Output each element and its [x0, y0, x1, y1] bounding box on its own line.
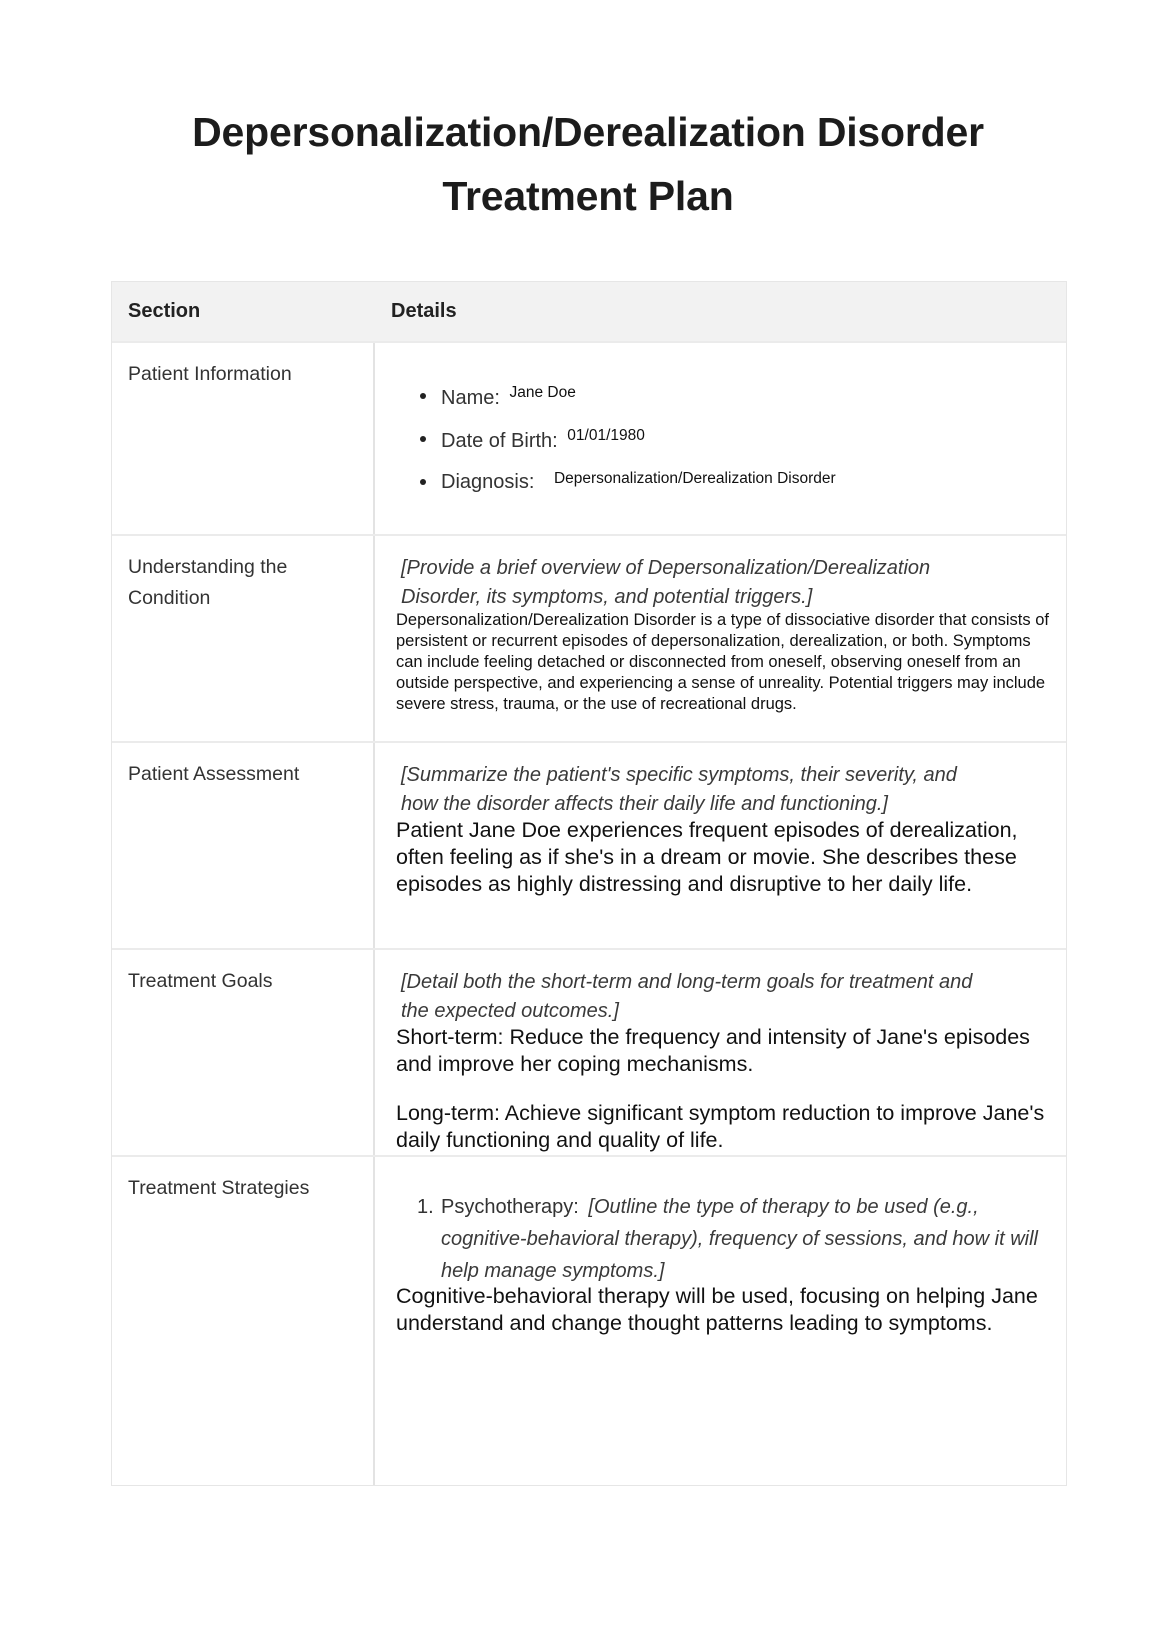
- strategy-item-psychotherapy: [417, 1191, 1050, 1287]
- prompt-line-2: how the disorder affects their daily life and functioning.]: [401, 793, 888, 815]
- dob-label: Date of Birth:: [441, 430, 558, 452]
- table-row-patient-information: [112, 341, 1066, 534]
- dob-value: 01/01/1980: [567, 427, 645, 444]
- details-cell: [375, 950, 1066, 1155]
- prompt-line-1: [Detail both the short-term and long-term goals for treatment and: [401, 971, 973, 993]
- answer-text: Patient Jane Doe experiences frequent episodes of derealization, often feeling as if she's in a dream or movie. She describes these episodes as highly distressing and disruptive to her daily life.: [396, 818, 1018, 896]
- patient-info-list: [391, 377, 1050, 506]
- treatment-plan-table: [111, 281, 1067, 1486]
- section-label: [112, 536, 375, 741]
- details-cell: [375, 343, 1066, 534]
- strategy-answer: Cognitive-behavioral therapy will be used, focusing on helping Jane understand and change thought patterns leading to symptoms.: [396, 1284, 1038, 1335]
- details-cell: [375, 536, 1066, 741]
- table-row-patient-assessment: [112, 741, 1066, 948]
- name-label: Name:: [441, 387, 500, 409]
- name-value: Jane Doe: [509, 384, 576, 401]
- strategy-number: 1.: [417, 1196, 434, 1218]
- list-item-diagnosis: [417, 463, 1050, 506]
- section-label: Treatment Strategies: [112, 1157, 375, 1485]
- details-cell: [375, 1157, 1066, 1485]
- table-row-treatment-strategies: [112, 1155, 1066, 1485]
- section-label: Patient Information: [112, 343, 375, 534]
- diagnosis-label: Diagnosis:: [441, 471, 535, 493]
- prompt-text: [391, 966, 1050, 1024]
- prompt-text: [391, 759, 1050, 817]
- list-item-dob: [417, 420, 1050, 463]
- section-label-line-1: Understanding the: [128, 556, 288, 578]
- long-term-goal: Long-term: Achieve significant symptom reduction to improve Jane's daily functioning and quality of life.: [396, 1101, 1045, 1152]
- strategy-label: Psychotherapy:: [441, 1196, 579, 1218]
- diagnosis-value: Depersonalization/Derealization Disorder: [553, 470, 836, 487]
- section-label: Patient Assessment: [112, 743, 375, 948]
- table-header-row: [112, 282, 1066, 341]
- strategy-list: [391, 1191, 1050, 1287]
- header-details: Details: [391, 300, 457, 322]
- prompt-text: [391, 552, 1050, 610]
- title-line-2: Treatment Plan: [442, 173, 734, 219]
- table-row-understanding-condition: [112, 534, 1066, 741]
- strategy-prompt: [Outline the type of therapy to be used (e.g., cognitive-behavioral therapy), frequency of sessions, and how it will help manage symptoms.]: [441, 1196, 1038, 1282]
- title-line-1: Depersonalization/Derealization Disorder: [192, 109, 984, 155]
- prompt-line-1: [Summarize the patient's specific symptoms, their severity, and: [401, 764, 957, 786]
- short-term-goal: Short-term: Reduce the frequency and intensity of Jane's episodes and improve her coping mechanisms.: [396, 1025, 1030, 1076]
- answer-text: Depersonalization/Derealization Disorder is a type of dissociative disorder that consists of persistent or recurrent episodes of depersonalization, derealization, or both. Symptoms can include feeling detached or disconnected from oneself, observing oneself from an outside perspective, and experiencing a sense of unreality. Potential triggers may include severe stress, trauma, or the use of recreational drugs.: [396, 611, 1049, 713]
- prompt-line-1: [Provide a brief overview of Depersonalization/Derealization: [401, 557, 931, 579]
- page-title: [0, 100, 1176, 228]
- prompt-line-2: Disorder, its symptoms, and potential triggers.]: [401, 586, 813, 608]
- list-item-name: [417, 377, 1050, 420]
- prompt-line-2: the expected outcomes.]: [401, 1000, 619, 1022]
- section-label-line-2: Condition: [128, 587, 211, 609]
- table-row-treatment-goals: [112, 948, 1066, 1155]
- header-section: Section: [112, 282, 375, 341]
- section-label: Treatment Goals: [112, 950, 375, 1155]
- details-cell: [375, 743, 1066, 948]
